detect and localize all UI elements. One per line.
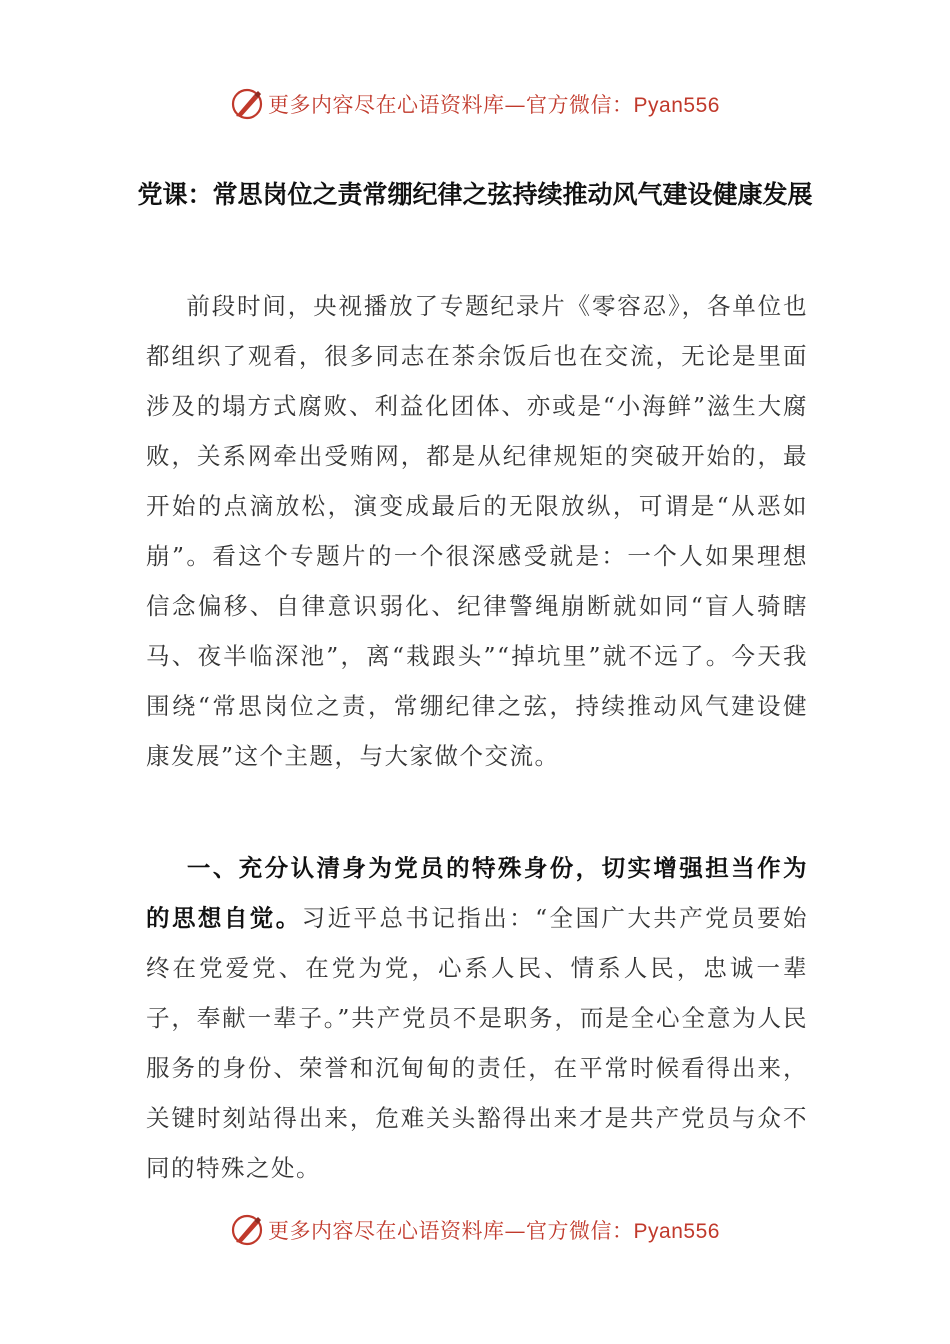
banner-text: 更多内容尽在心语资料库—官方微信：Pyan556 — [268, 93, 720, 117]
banner-wechat-id: Pyan556 — [633, 1220, 720, 1243]
banner-text: 更多内容尽在心语资料库—官方微信：Pyan556 — [268, 1219, 720, 1243]
pen-circle-logo-icon — [230, 1213, 264, 1247]
paragraph-intro — [146, 281, 808, 781]
paragraph-intro-text: 前段时间，央视播放了专题纪录片《零容忍》，各单位也都组织了观看，很多同志在茶余饭后也在交流，无论是里面涉及的塌方式腐败、利益化团体、亦或是“小海鲜”滋生大腐败，关系网牵出受贿网，都是从纪律规矩的突破开始的，最开始的点滴放松，演变成最后的无限放纵，可谓是“从恶如崩”。看这个专题片的一个很深感受就是：一个人如果理想信念偏移、自律意识弱化、纪律警绳崩断就如同“盲人骑瞎马、夜半临深池”，离“栽跟头”“掉坑里”就不远了。今天我围绕“常思岗位之责，常绷纪律之弦，持续推动风气建设健康发展”这个主题，与大家做个交流。 — [146, 292, 808, 770]
section-one-heading: 一、充分认清身为党员的特殊身份，切实增强担当作为的思想自觉。 — [146, 854, 808, 932]
paragraph-section-one — [146, 843, 808, 1193]
header-watermark-banner — [0, 84, 950, 124]
document-title: 党课：常思岗位之责常绷纪律之弦持续推动风气建设健康发展 — [137, 180, 813, 209]
footer-watermark-banner — [0, 1210, 950, 1250]
section-one-text: 习近平总书记指出：“全国广大共产党员要始终在党爱党、在党为党，心系人民、情系人民，忠诚一辈子，奉献一辈子。”共产党员不是职务，而是全心全意为人民服务的身份、荣誉和沉甸甸的责任，在平常时候看得出来，关键时刻站得出来，危难关头豁得出来才是共产党员与众不同的特殊之处。 — [146, 904, 809, 1182]
banner-wechat-id: Pyan556 — [633, 94, 720, 117]
pen-circle-logo-icon — [230, 87, 264, 121]
